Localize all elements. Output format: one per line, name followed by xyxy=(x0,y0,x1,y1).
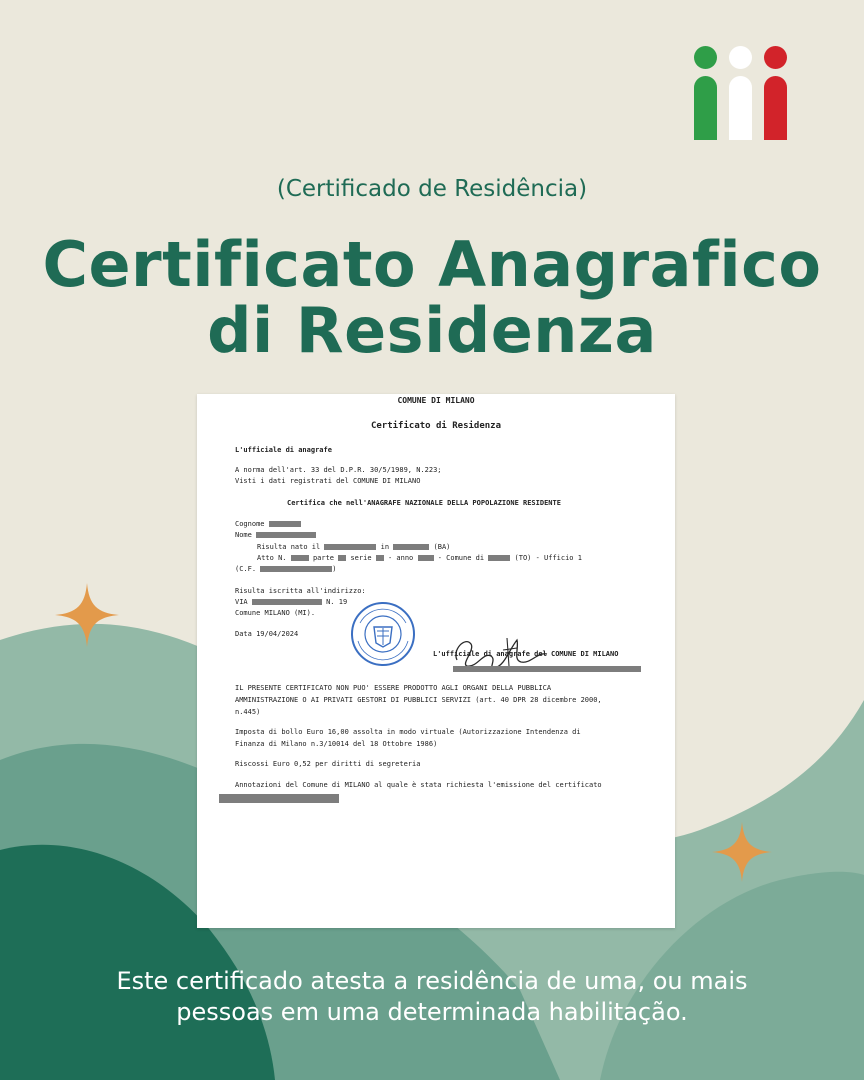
redaction-bar xyxy=(260,566,332,572)
doc-notice-line-3: n.445) xyxy=(235,708,261,716)
redaction-bar xyxy=(252,599,322,605)
birth-prefix: Risulta nato il xyxy=(257,543,321,551)
birth-province: (BA) xyxy=(433,543,451,551)
doc-notice-line-2: AMMINISTRAZIONE O AI PRIVATI GESTORI DI PUBBLICI SERVIZI (art. 40 DPR 28 dicembre 2000, xyxy=(235,696,602,704)
surname-label: Cognome xyxy=(235,520,265,528)
act-comune: - Comune di xyxy=(437,554,485,562)
act-suffix: (TO) - Ufficio 1 xyxy=(514,554,582,562)
subtitle: (Certificado de Residência) xyxy=(276,176,588,202)
doc-comune-line: Comune MILANO (MI). xyxy=(235,609,316,617)
via-label: VIA xyxy=(235,598,248,606)
act-prefix: Atto N. xyxy=(257,554,287,562)
italian-flag-logo-icon xyxy=(694,46,790,140)
doc-address-intro: Risulta iscritta all'indirizzo: xyxy=(235,587,366,595)
doc-birth-row xyxy=(257,543,450,551)
sparkle-star-icon xyxy=(55,583,119,647)
doc-officer: L'ufficiale di anagrafe xyxy=(235,446,332,454)
doc-surname-row xyxy=(235,520,301,528)
cf-close: ) xyxy=(332,565,337,573)
doc-norm-line-1: A norma dell'art. 33 del D.P.R. 30/5/1989, N.223; xyxy=(235,466,442,474)
cf-label: (C.F. xyxy=(235,565,257,573)
redaction-bar xyxy=(393,544,429,550)
footer-line-2: pessoas em uma determinada habilitação. xyxy=(176,998,688,1026)
doc-signature-line: L'ufficiale di anagrafe del COMUNE DI MILANO xyxy=(433,650,619,658)
doc-fees: Riscossi Euro 0,52 per diritti di segreteria xyxy=(235,760,421,768)
act-anno: - anno xyxy=(387,554,414,562)
official-stamp-icon xyxy=(350,601,416,667)
doc-stamp-duty-line-2: Finanza di Milano n.3/10014 del 18 Ottobre 1986) xyxy=(235,740,438,748)
page-title xyxy=(0,228,864,367)
doc-heading: Certificato di Residenza xyxy=(370,421,502,431)
redaction-bar xyxy=(376,555,384,561)
redaction-bar xyxy=(488,555,510,561)
doc-norm-line-2: Visti i dati registrati del COMUNE DI MILANO xyxy=(235,477,421,485)
redaction-bar xyxy=(418,555,434,561)
via-number: N. 19 xyxy=(326,598,348,606)
footer-caption xyxy=(0,966,864,1028)
redaction-bar xyxy=(269,521,301,527)
doc-annotations: Annotazioni del Comune di MILANO al quale è stata richiesta l'emissione del certificato xyxy=(235,781,602,789)
doc-cf-row xyxy=(235,565,337,573)
doc-notice-line-1: IL PRESENTE CERTIFICATO NON PUO' ESSERE PRODOTTO AGLI ORGANI DELLA PUBBLICA xyxy=(235,684,552,692)
title-line-2: di Residenza xyxy=(207,294,657,367)
redaction-bar xyxy=(324,544,376,550)
act-serie: serie xyxy=(350,554,372,562)
doc-name-row xyxy=(235,531,316,539)
doc-header: COMUNE DI MILANO xyxy=(397,396,475,405)
redaction-bar xyxy=(338,555,346,561)
redaction-bar xyxy=(291,555,309,561)
doc-act-row xyxy=(257,554,582,562)
doc-certifies: Certifica che nell'ANAGRAFE NAZIONALE DELLA POPOLAZIONE RESIDENTE xyxy=(287,499,561,507)
redaction-bar xyxy=(219,794,339,803)
residence-certificate-document xyxy=(197,394,675,928)
title-line-1: Certificato Anagrafico xyxy=(42,228,822,301)
name-label: Nome xyxy=(235,531,252,539)
sparkle-star-icon xyxy=(712,822,772,882)
birth-in: in xyxy=(380,543,390,551)
redaction-bar xyxy=(256,532,316,538)
redaction-bar xyxy=(453,666,641,672)
footer-line-1: Este certificado atesta a residência de uma, ou mais xyxy=(116,967,748,995)
doc-via-row xyxy=(235,598,347,606)
doc-date: Data 19/04/2024 xyxy=(235,630,299,638)
doc-stamp-duty-line-1: Imposta di bollo Euro 16,00 assolta in modo virtuale (Autorizzazione Intendenza di xyxy=(235,728,581,736)
act-parte: parte xyxy=(312,554,335,562)
